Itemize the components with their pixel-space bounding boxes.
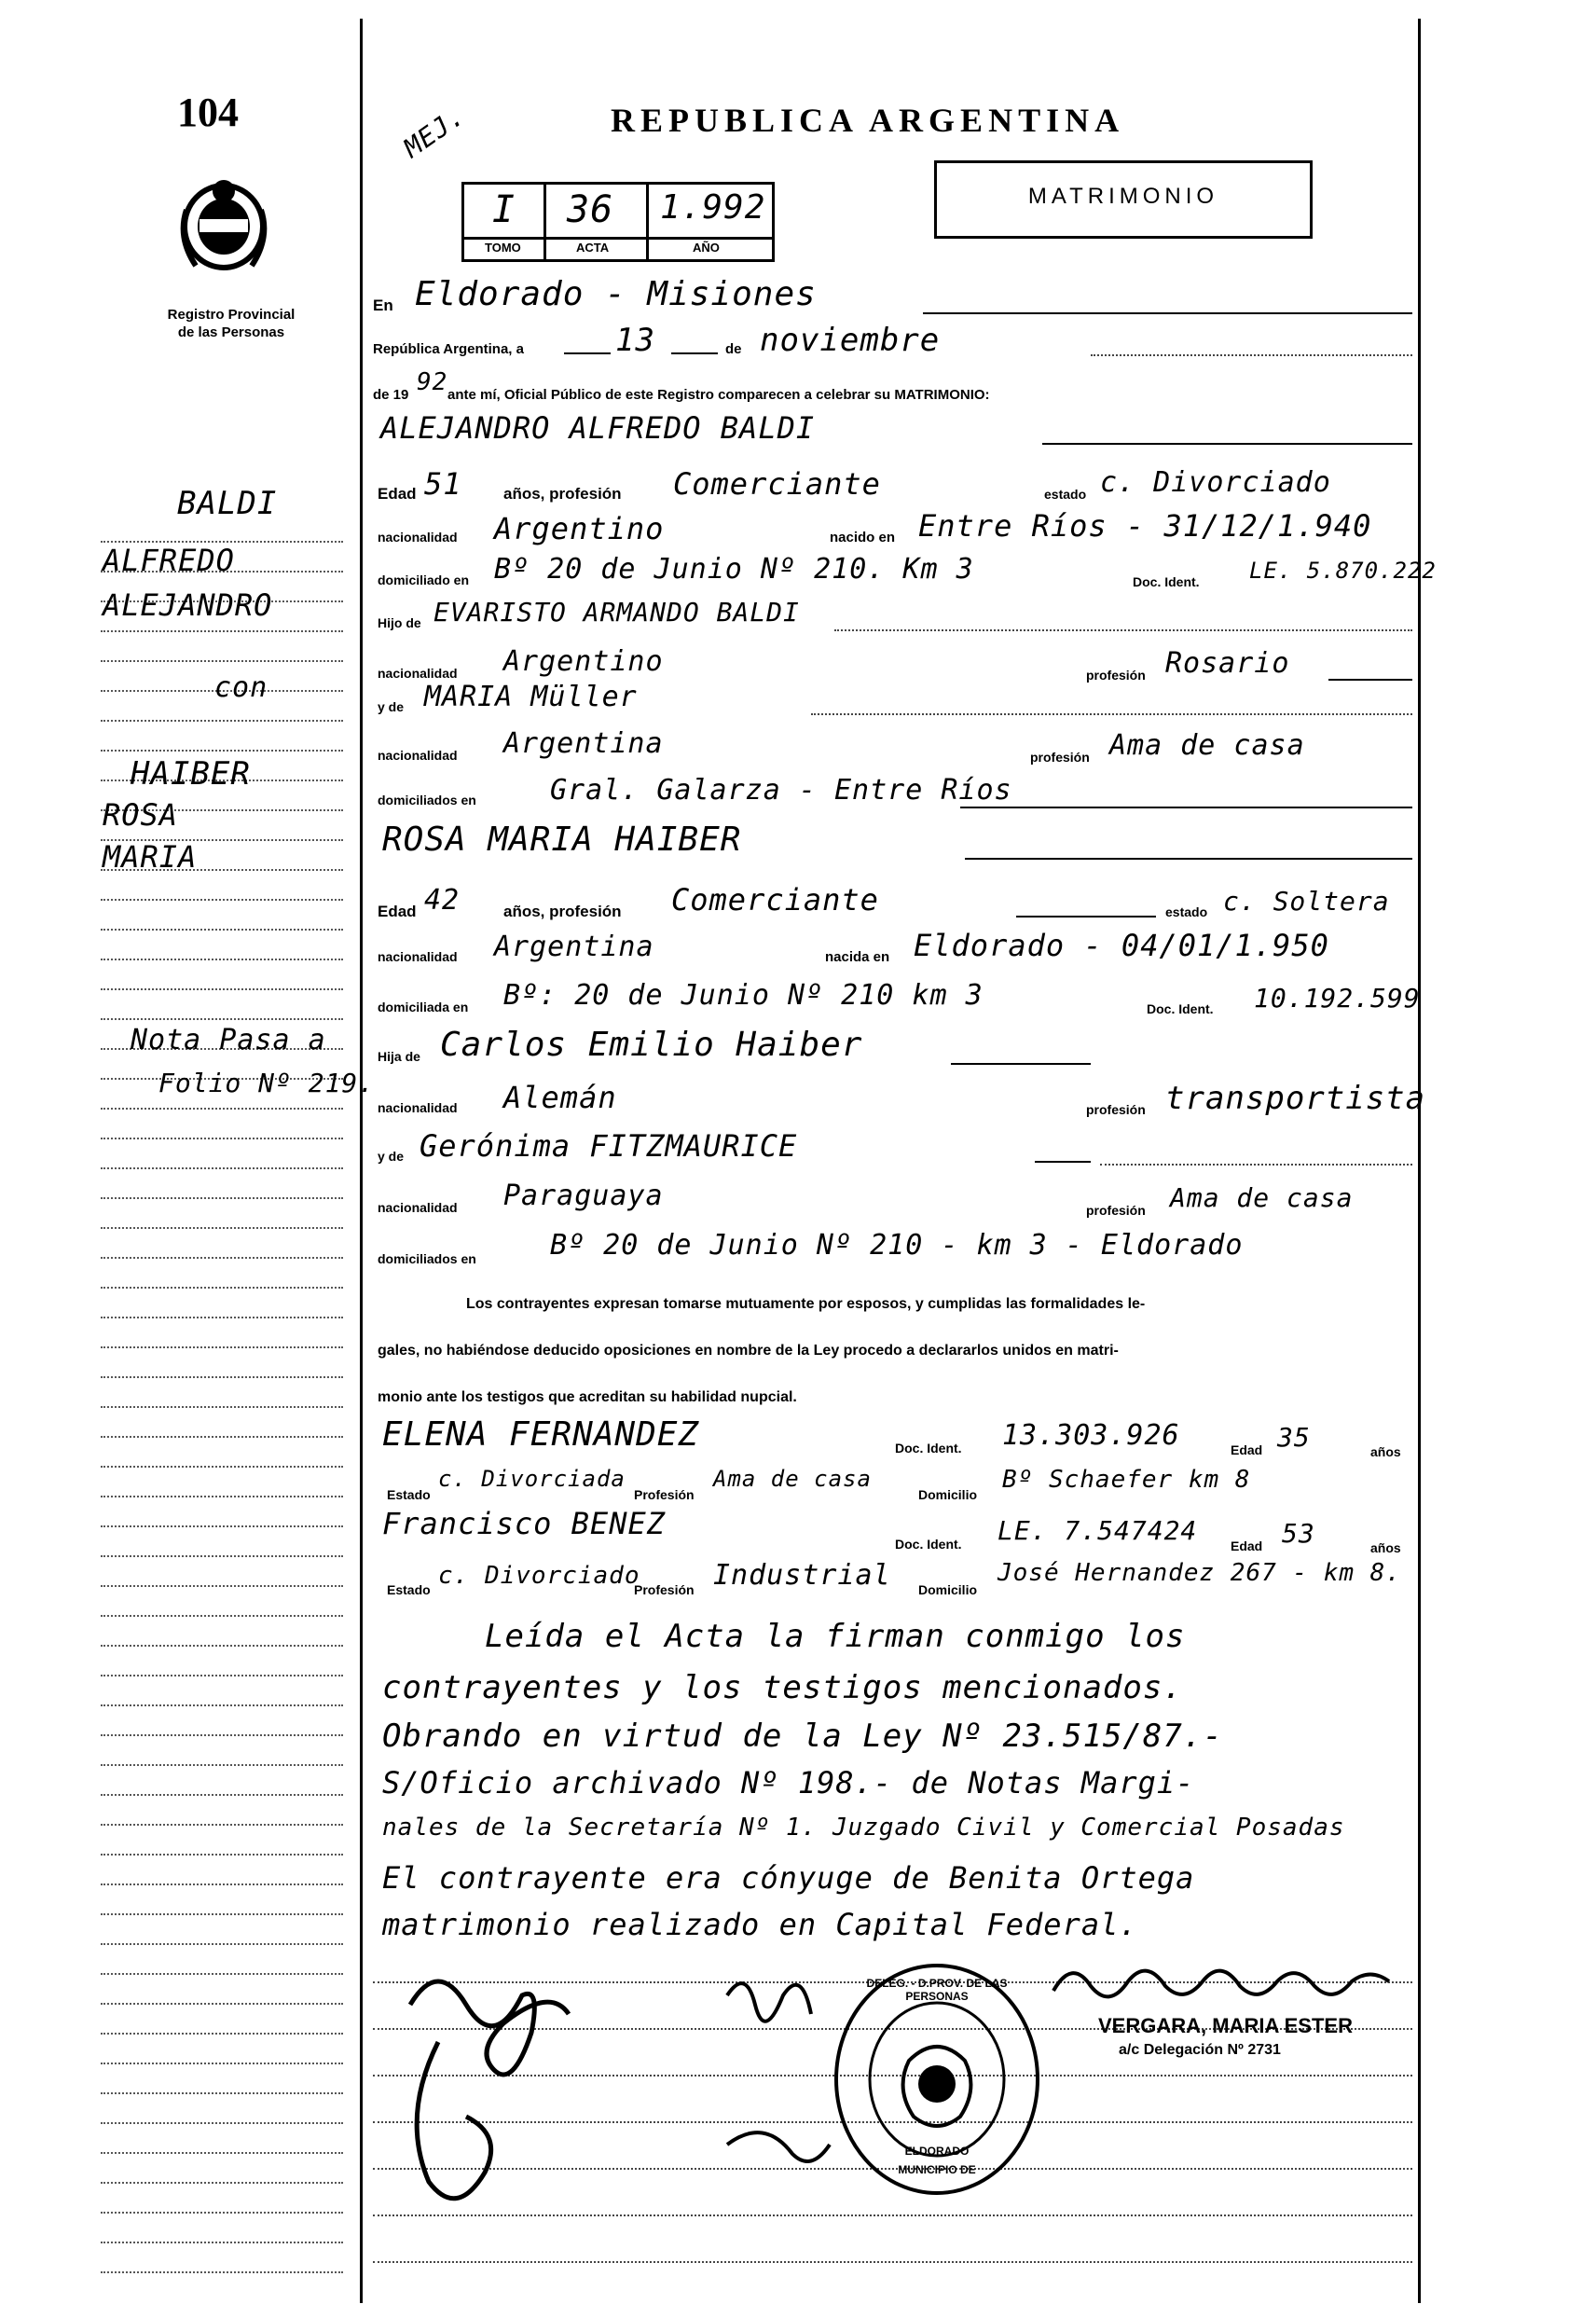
groom-father-nationality: Argentino	[503, 645, 664, 678]
margin-divider	[360, 19, 363, 2303]
bride-born: Eldorado - 04/01/1.950	[914, 928, 1329, 963]
label-witness2-status: Estado	[387, 1582, 431, 1597]
label-groom-status: estado	[1044, 487, 1087, 502]
official-seal	[830, 1958, 1044, 2201]
label-witness2-profession: Profesión	[634, 1582, 695, 1597]
label-bride-father: Hija de	[378, 1049, 420, 1064]
bride-doc: 10.192.599	[1254, 983, 1421, 1014]
page-number: 104	[177, 90, 239, 135]
label-witness1-age: Edad	[1231, 1442, 1263, 1457]
label-father-nationality: nacionalidad	[378, 666, 458, 681]
bride-mother-nationality: Paraguaya	[503, 1180, 664, 1212]
groom-mother-nationality: Argentina	[503, 727, 664, 760]
groom-age: 51	[424, 466, 462, 502]
label-bride-doc: Doc. Ident.	[1147, 1001, 1214, 1016]
ano-label: AÑO	[693, 241, 720, 255]
declaration-line-1: Los contrayentes expresan tomarse mutuamente por esposos, y cumplidas las formalidades le-	[466, 1296, 1146, 1312]
type-box-text: MATRIMONIO	[1027, 184, 1219, 209]
acta-value: 36	[567, 188, 614, 231]
label-witness2-anos: años	[1370, 1540, 1401, 1555]
type-box	[934, 160, 1313, 239]
witness2-age: 53	[1282, 1518, 1315, 1549]
tomo-label: TOMO	[485, 241, 521, 255]
label-bride-mother-yde: y de	[378, 1149, 405, 1164]
label-mother-yde: y de	[378, 699, 405, 714]
margin-surname-bride: HAIBER	[131, 755, 251, 793]
closing-line-5: nales de la Secretaría Nº 1. Juzgado Civil y Comercial Posadas	[382, 1814, 1345, 1842]
margin-note-line-2: Folio Nº 219.	[158, 1068, 376, 1098]
margin-name-groom-2: ALEJANDRO	[103, 587, 273, 623]
groom-born: Entre Ríos - 31/12/1.940	[918, 508, 1372, 544]
label-bride-age: Edad	[378, 903, 417, 920]
bride-nationality: Argentina	[494, 931, 654, 963]
declaration-line-3: monio ante los testigos que acreditan su habilidad nupcial.	[378, 1389, 797, 1405]
groom-signature	[382, 1949, 587, 2228]
witness1-address: Bº Schaefer km 8	[1002, 1466, 1251, 1494]
label-bride-born: nacida en	[825, 949, 890, 965]
groom-parents-address: Gral. Galarza - Entre Ríos	[550, 774, 1012, 807]
document-title: REPUBLICA ARGENTINA	[611, 102, 1125, 139]
label-witness1-profession: Profesión	[634, 1487, 695, 1502]
provincial-coat-of-arms-logo	[168, 172, 280, 284]
official-role: a/c Delegación Nº 2731	[1119, 2042, 1281, 2058]
groom-name: ALEJANDRO ALFREDO BALDI	[380, 410, 816, 446]
label-witness2-doc: Doc. Ident.	[895, 1537, 962, 1552]
official-name: VERGARA, MARIA ESTER	[1098, 2014, 1353, 2037]
header-annotation: MEJ.	[397, 100, 471, 164]
witness1-doc: 13.303.926	[1002, 1419, 1180, 1452]
seal-city: ELDORADO	[904, 2145, 970, 2158]
closing-line-4: S/Oficio archivado Nº 198.- de Notas Margi-	[382, 1765, 1195, 1801]
label-groom-profession: años, profesión	[503, 485, 622, 503]
official-signature	[1044, 1953, 1398, 2009]
bride-parents-address: Bº 20 de Junio Nº 210 - km 3 - Eldorado	[550, 1229, 1244, 1262]
label-witness1-address: Domicilio	[918, 1487, 978, 1502]
bride-address: Bº: 20 de Junio Nº 210 km 3	[503, 979, 984, 1012]
label-groom-age: Edad	[378, 485, 417, 503]
witness1-profession: Ama de casa	[713, 1466, 872, 1492]
year-suffix-value: 92	[417, 368, 448, 396]
bride-status: c. Soltera	[1223, 886, 1390, 917]
label-parents-address: domiciliados en	[378, 793, 476, 807]
bride-mother: Gerónima FITZMAURICE	[420, 1128, 798, 1164]
groom-status: c. Divorciado	[1100, 466, 1331, 499]
witness2-profession: Industrial	[713, 1559, 891, 1592]
seal-text-bottom: MUNICIPIO DE	[898, 2163, 976, 2176]
closing-line-6: El contrayente era cónyuge de Benita Ortega	[382, 1860, 1195, 1896]
groom-mother-profession: Ama de casa	[1109, 729, 1305, 762]
acta-label: ACTA	[576, 241, 610, 255]
registry-line-2: de las Personas	[177, 324, 285, 340]
witness2-address: José Hernandez 267 - km 8.	[998, 1559, 1401, 1587]
label-en: En	[373, 297, 393, 314]
bride-father: Carlos Emilio Haiber	[440, 1026, 863, 1064]
label-witness2-address: Domicilio	[918, 1582, 978, 1597]
groom-address: Bº 20 de Junio Nº 210. Km 3	[494, 553, 974, 586]
seal-text-top: DELEG. - D.PROV. DE LAS PERSONAS	[866, 1977, 1008, 2003]
groom-doc: LE. 5.870.222	[1249, 558, 1437, 584]
label-mother-nationality: nacionalidad	[378, 748, 458, 763]
witness2-name: Francisco BENEZ	[382, 1506, 666, 1541]
tomo-value: I	[492, 188, 516, 231]
label-bride-profession: años, profesión	[503, 903, 622, 920]
label-father-profession: profesión	[1086, 668, 1146, 683]
margin-con: con	[214, 671, 268, 704]
label-witness1-doc: Doc. Ident.	[895, 1441, 962, 1456]
groom-father-profession: Rosario	[1165, 647, 1290, 680]
right-border	[1418, 19, 1421, 2303]
label-bride-mother-profession: profesión	[1086, 1203, 1146, 1218]
label-bride-address: domiciliada en	[378, 1000, 469, 1014]
witness2-status: c. Divorciado	[438, 1562, 640, 1590]
label-groom-doc: Doc. Ident.	[1133, 574, 1200, 589]
bride-signature	[709, 1958, 839, 2182]
label-bride-father-profession: profesión	[1086, 1102, 1146, 1117]
margin-note-line-1: Nota Pasa a	[131, 1024, 326, 1056]
place-value: Eldorado - Misiones	[415, 275, 817, 313]
label-de-19: de 19	[373, 387, 409, 403]
closing-line-2: contrayentes y los testigos mencionados.	[382, 1669, 1183, 1706]
margin-name-groom-1: ALFREDO	[103, 543, 235, 578]
bride-mother-profession: Ama de casa	[1170, 1182, 1354, 1213]
label-mother-profession: profesión	[1030, 750, 1090, 765]
label-groom-nationality: nacionalidad	[378, 530, 458, 545]
label-bride-father-nationality: nacionalidad	[378, 1100, 458, 1115]
witness1-name: ELENA FERNANDEZ	[382, 1415, 700, 1454]
closing-line-1: Leída el Acta la firman conmigo los	[485, 1618, 1186, 1655]
label-bride-status: estado	[1165, 904, 1208, 919]
month-value: noviembre	[760, 322, 941, 359]
label-witness2-age: Edad	[1231, 1538, 1263, 1553]
groom-profession: Comerciante	[673, 466, 881, 502]
margin-name-bride-2: MARIA	[103, 839, 198, 875]
label-groom-address: domiciliado en	[378, 573, 470, 587]
groom-nationality: Argentino	[494, 511, 665, 546]
registry-line-1: Registro Provincial	[167, 307, 296, 323]
bride-name: ROSA MARIA HAIBER	[382, 821, 742, 859]
label-ante: ante mí, Oficial Público de este Registro comparecen a celebrar su MATRIMONIO:	[447, 387, 990, 403]
label-de: de	[725, 341, 742, 357]
label-bride-nationality: nacionalidad	[378, 949, 458, 964]
label-groom-born: nacido en	[830, 530, 896, 545]
label-witness1-status: Estado	[387, 1487, 431, 1502]
label-groom-father: Hijo de	[378, 615, 421, 630]
registry-name	[119, 306, 343, 341]
margin-name-bride-1: ROSA	[103, 797, 179, 833]
day-value: 13	[615, 322, 655, 359]
witness1-age: 35	[1277, 1422, 1311, 1453]
declaration-line-2: gales, no habiéndose deducido oposiciones en nombre de la Ley procedo a declararlos unidos en matri-	[378, 1343, 1119, 1359]
label-witness1-anos: años	[1370, 1444, 1401, 1459]
ano-value: 1.992	[660, 188, 766, 227]
groom-mother: MARIA Müller	[424, 681, 638, 713]
label-republica: República Argentina, a	[373, 341, 524, 357]
groom-father: EVARISTO ARMANDO BALDI	[433, 597, 800, 628]
bride-age: 42	[424, 884, 461, 917]
bride-father-nationality: Alemán	[503, 1080, 617, 1115]
bride-father-profession: transportista	[1165, 1080, 1426, 1117]
witness1-status: c. Divorciada	[438, 1466, 626, 1492]
record-box	[461, 182, 775, 262]
bride-profession: Comerciante	[671, 882, 879, 918]
closing-line-3: Obrando en virtud de la Ley Nº 23.515/87.-	[382, 1718, 1223, 1755]
witness2-doc: LE. 7.547424	[998, 1515, 1198, 1546]
margin-surname-groom: BALDI	[177, 485, 278, 522]
label-bride-parents-address: domiciliados en	[378, 1251, 476, 1266]
label-bride-mother-nationality: nacionalidad	[378, 1200, 458, 1215]
closing-line-7: matrimonio realizado en Capital Federal.	[382, 1907, 1138, 1942]
